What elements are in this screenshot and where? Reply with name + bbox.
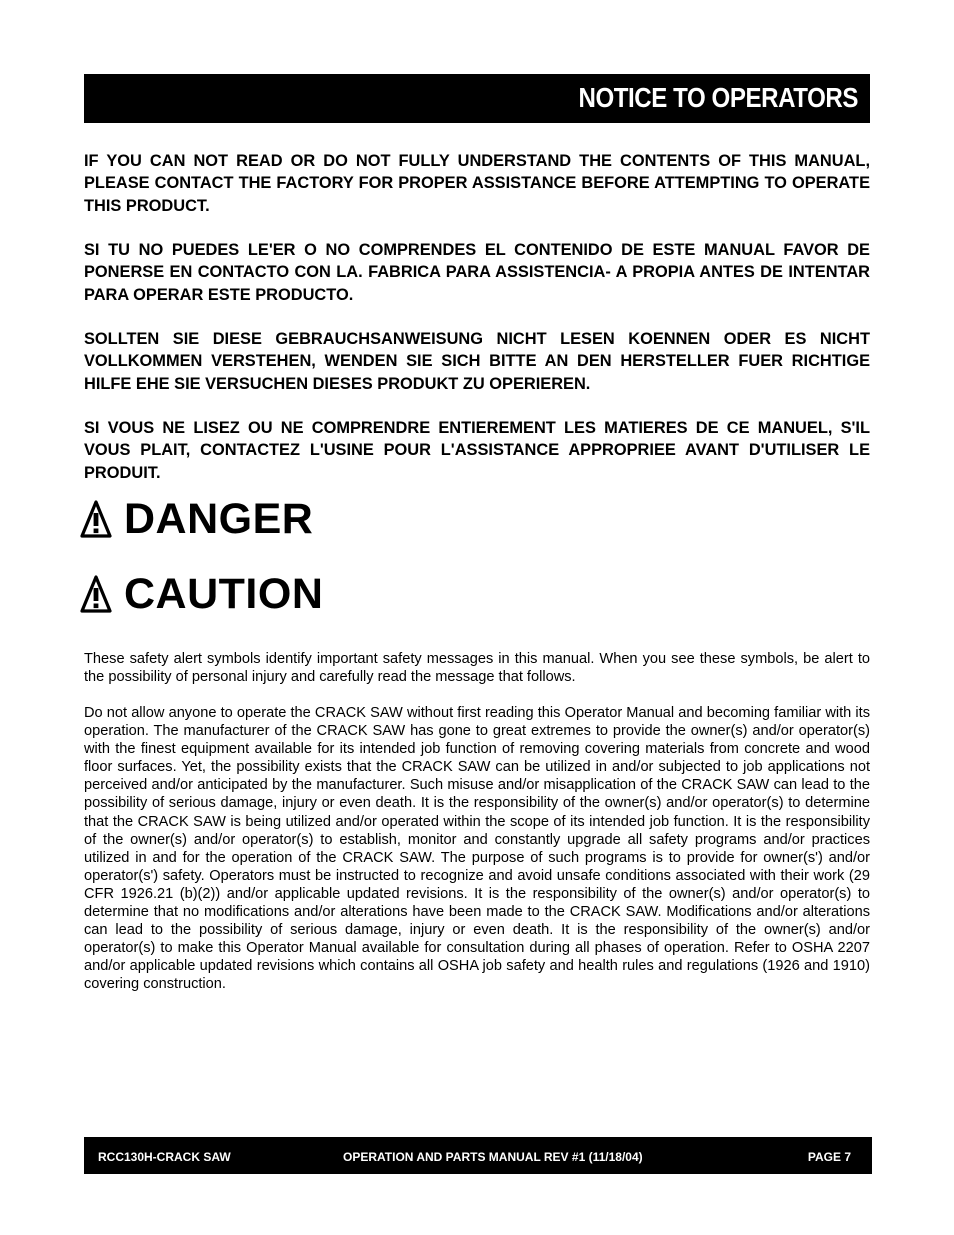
danger-label: DANGER bbox=[124, 495, 314, 543]
footer-model: RCC130H-CRACK SAW bbox=[98, 1150, 231, 1164]
section-title: NOTICE TO OPERATORS bbox=[578, 82, 858, 113]
operator-responsibility-text: Do not allow anyone to operate the CRACK SAW without first reading this Operator Manual and becoming familiar with its operation. The manufacturer of the CRACK SAW has gone to great extremes to provide the owner(s) and/or operator(s) with the finest equipment available for its intended job function of removing covering materials from concrete and wood floor surfaces. Yet, the possibility exists that the CRACK SAW can be utilized in and/or subjected to job applications not perceived and/or anticipated by the manufacturer. Such misuse and/or misapplication of the CRACK SAW can lead to the possibility of serious damage, injury or even death. It is the responsibility of the owner(s) and/or operator(s) to determine that the CRACK SAW is being utilized and/or operated within the scope of its intended job function. It is the responsibility of the owner(s) and/or operator(s) to establish, monitor and constantly upgrade all safety programs and/or practices utilized in and for the operation of the CRACK SAW. The purpose of such programs is to provide for owner(s') and/or operator(s') safety. Operators must be instructed to recognize and avoid unsafe conditions associated with their work (29 CFR 1926.21 (b)(2)) and/or applicable updated revisions. It is the responsibility of the owner(s) and/or operator(s) to determine that no modifications and/or alterations have been made to the CRACK SAW. Modifications and/or alterations can lead to the possibility of serious damage, injury or even death. It is the responsibility of the owner(s) and/or operator(s) to make this Operator Manual available for consultation during all phases of operation. Refer to OSHA 2207 and/or applicable updated revisions which contains all OSHA job safety and health rules and regulations (1926 and 1910) covering construction. bbox=[84, 705, 870, 993]
notice-french: SI VOUS NE LISEZ OU NE COMPRENDRE ENTIEREMENT LES MATIERES DE CE MANUEL, S'IL VOUS PLAIT, CONTACTEZ L'USINE POUR L'ASSISTANCE APPROPRIEE AVANT D'UTILISER LE PRODUIT. bbox=[84, 419, 870, 482]
section-header-bar bbox=[84, 74, 870, 123]
footer-manual-title: OPERATION AND PARTS MANUAL REV #1 (11/18/04) bbox=[343, 1150, 643, 1164]
footer-page-number: PAGE 7 bbox=[807, 1150, 851, 1164]
safety-symbols-intro: These safety alert symbols identify important safety messages in this manual. When you see these symbols, be alert to the possibility of personal injury and carefully read the message that follows. bbox=[84, 651, 870, 686]
page-footer bbox=[84, 1137, 872, 1174]
notice-spanish: SI TU NO PUEDES LE'ER O NO COMPRENDES EL CONTENIDO DE ESTE MANUAL FAVOR DE PONERSE EN CONTACTO CON LA. FABRICA PARA ASSISTENCIA- A PROPIA ANTES DE INTENTAR PARA OPERAR ESTE PRODUCTO. bbox=[84, 241, 870, 304]
caution-alert bbox=[80, 569, 323, 619]
notice-english: IF YOU CAN NOT READ OR DO NOT FULLY UNDERSTAND THE CONTENTS OF THIS MANUAL, PLEASE CONTACT THE FACTORY FOR PROPER ASSISTANCE BEFORE ATTEMPTING TO OPERATE THIS PRODUCT. bbox=[84, 152, 870, 215]
danger-alert bbox=[80, 494, 313, 544]
warning-triangle-icon bbox=[80, 574, 112, 614]
notice-german: SOLLTEN SIE DIESE GEBRAUCHSANWEISUNG NICHT LESEN KOENNEN ODER ES NICHT VOLLKOMMEN VERSTEHEN, WENDEN SIE SICH BITTE AN DEN HERSTELLER FUER RICHTIGE HILFE EHE SIE VERSUCHEN DIESES PRODUKT ZU OPERIEREN. bbox=[84, 330, 870, 393]
warning-triangle-icon bbox=[80, 499, 112, 539]
caution-label: CAUTION bbox=[124, 570, 324, 618]
